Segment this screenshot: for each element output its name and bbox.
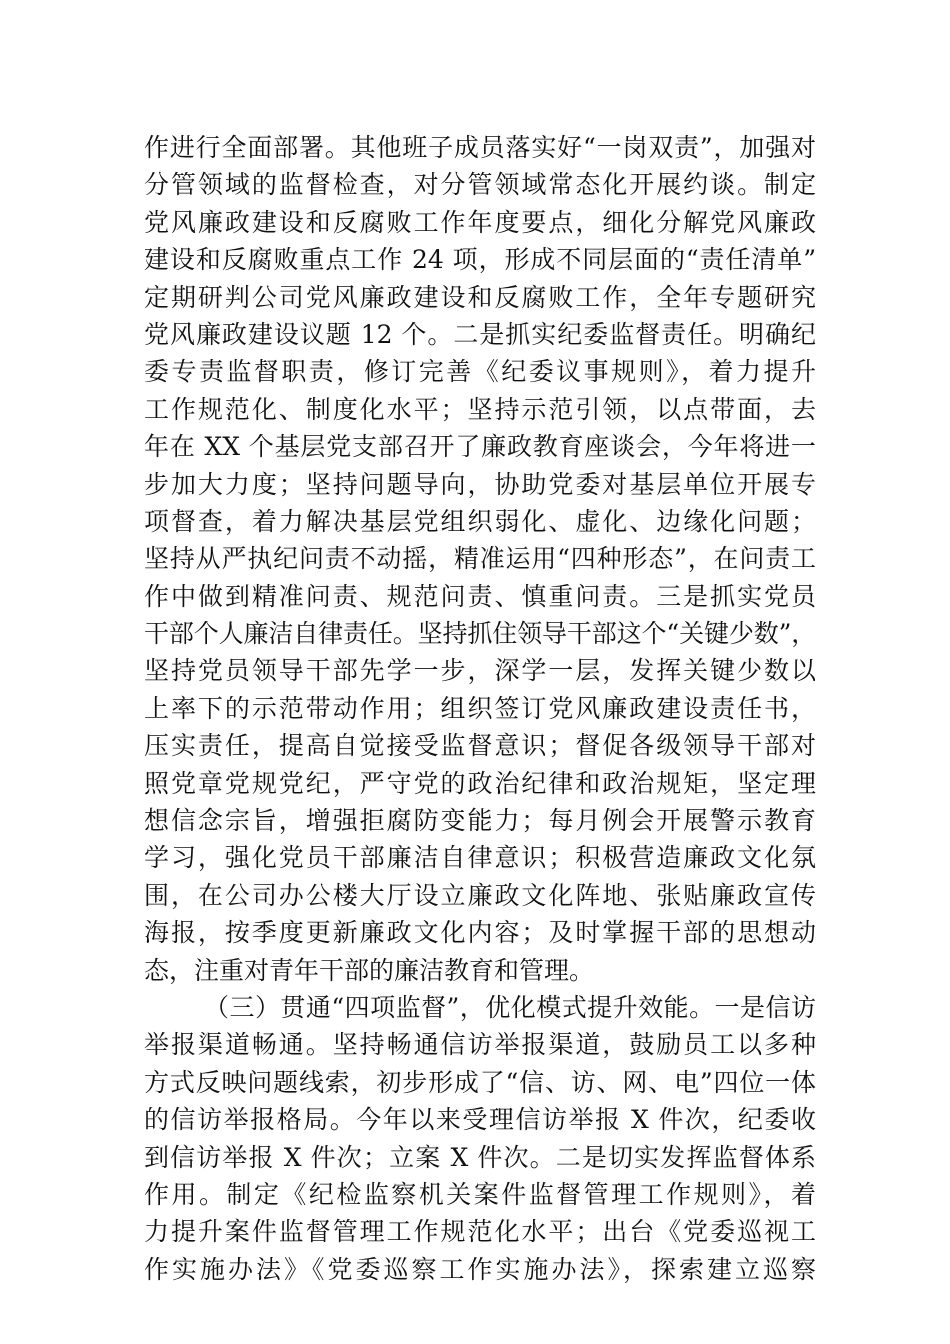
text-line: 工作规范化、制度化水平；坚持示范引领，以点带面，去 [144, 394, 816, 424]
section-heading-line: （三）贯通“四项监督”，优化模式提升效能。一是信访 [204, 992, 816, 1022]
text-line: 干部个人廉洁自律责任。坚持抓住领导干部这个“关键少数”， [144, 619, 816, 649]
text-line: 的信访举报格局。今年以来受理信访举报 X 件次，纪委收 [144, 1105, 816, 1135]
text-line: 方式反映问题线索，初步形成了“信、访、网、电”四位一体 [144, 1067, 816, 1097]
text-line: 照党章党规党纪，严守党的政治纪律和政治规矩，坚定理 [144, 768, 816, 798]
text-line: 作用。制定《纪检监察机关案件监督管理工作规则》，着 [144, 1179, 816, 1209]
text-line: 围，在公司办公楼大厅设立廉政文化阵地、张贴廉政宣传 [144, 880, 816, 910]
text-line: 上率下的示范带动作用；组织签订党风廉政建设责任书， [144, 693, 816, 723]
text-line: 作实施办法》《党委巡察工作实施办法》，探索建立巡察 [144, 1254, 816, 1284]
text-line: 作进行全面部署。其他班子成员落实好“一岗双责”，加强对 [144, 133, 816, 162]
text-line: 分管领域的监督检查，对分管领域常态化开展约谈。制定 [144, 170, 816, 200]
text-line: 学习，强化党员干部廉洁自律意识；积极营造廉政文化氛 [144, 843, 816, 873]
text-line: 海报，按季度更新廉政文化内容；及时掌握干部的思想动 [144, 918, 816, 948]
text-line: 定期研判公司党风廉政建设和反腐败工作，全年专题研究 [144, 282, 816, 312]
text-line: 态，注重对青年干部的廉洁教育和管理。 [144, 955, 595, 985]
text-line: 力提升案件监督管理工作规范化水平；出台《党委巡视工 [144, 1217, 816, 1247]
text-line: 想信念宗旨，增强拒腐防变能力；每月例会开展警示教育 [144, 806, 816, 836]
text-line: 举报渠道畅通。坚持畅通信访举报渠道，鼓励员工以多种 [144, 1030, 816, 1060]
text-line: 委专责监督职责，修订完善《纪委议事规则》，着力提升 [144, 357, 816, 387]
text-line: 年在 XX 个基层党支部召开了廉政教育座谈会，今年将进一 [144, 432, 816, 462]
text-line: 党风廉政建设和反腐败工作年度要点，细化分解党风廉政 [144, 207, 816, 237]
text-line: 作中做到精准问责、规范问责、慎重问责。三是抓实党员 [144, 581, 816, 611]
text-line: 坚持党员领导干部先学一步，深学一层，发挥关键少数以 [144, 656, 816, 686]
body-text [144, 129, 816, 1288]
text-line: 到信访举报 X 件次；立案 X 件次。二是切实发挥监督体系 [144, 1142, 816, 1172]
text-line: 坚持从严执纪问责不动摇，精准运用“四种形态”，在问责工 [144, 544, 816, 574]
text-line: 党风廉政建设议题 12 个。二是抓实纪委监督责任。明确纪 [144, 319, 816, 349]
text-line: 步加大力度；坚持问题导向，协助党委对基层单位开展专 [144, 469, 816, 499]
text-line: 项督查，着力解决基层党组织弱化、虚化、边缘化问题； [144, 506, 816, 536]
text-line: 压实责任，提高自觉接受监督意识；督促各级领导干部对 [144, 731, 816, 761]
text-line: 建设和反腐败重点工作 24 项，形成不同层面的“责任清单” [144, 245, 816, 275]
